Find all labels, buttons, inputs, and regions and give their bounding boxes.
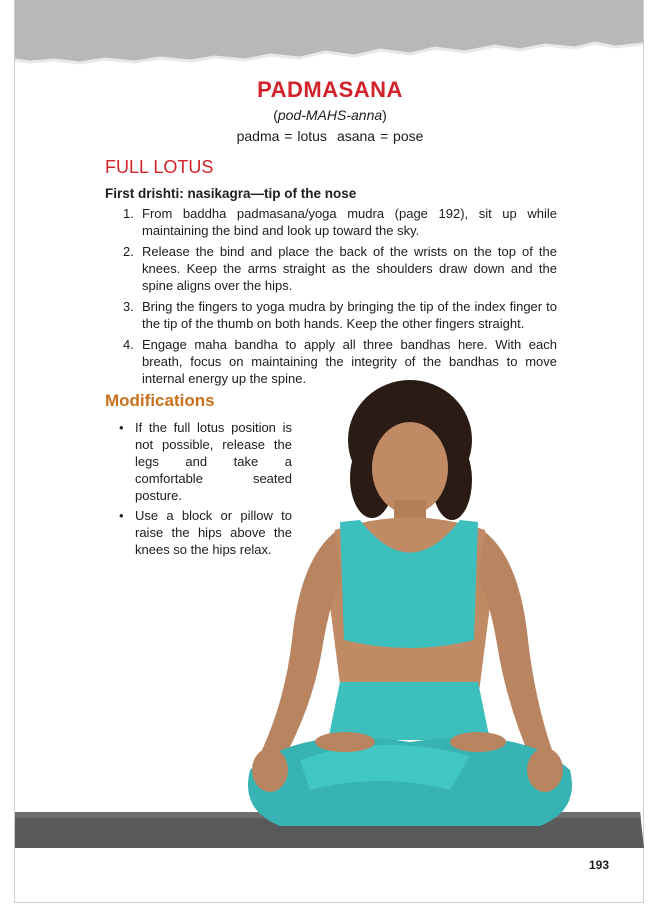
translation-padma: padma = lotus bbox=[236, 128, 327, 144]
step-number: 4. bbox=[123, 337, 134, 352]
modifications-heading: Modifications bbox=[105, 391, 215, 410]
step-text: From baddha padmasana/yoga mudra (page 192), sit up while maintaining the bind and look up toward the sky. bbox=[142, 206, 557, 238]
page-number: 193 bbox=[588, 858, 609, 872]
modification-item bbox=[105, 419, 292, 504]
bullet-icon: • bbox=[119, 508, 124, 523]
step-text: Bring the fingers to yoga mudra by bringing the tip of the index finger to the tip of the thumb on both hands. Keep the other fingers straight. bbox=[142, 299, 557, 331]
step-text: Release the bind and place the back of the wrists on the top of the knees. Keep the arms straight as the shoulders draw down and the spine aligns over the hips. bbox=[142, 244, 557, 293]
modifications-list bbox=[105, 419, 292, 561]
full-lotus-heading: FULL LOTUS bbox=[105, 157, 214, 177]
step-number: 2. bbox=[123, 244, 134, 259]
modification-text: Use a block or pillow to raise the hips above the knees so the hips relax. bbox=[135, 508, 292, 557]
pronunciation-text: pod-MAHS-anna bbox=[277, 107, 383, 123]
step-number: 3. bbox=[123, 299, 134, 314]
translation-asana: asana = pose bbox=[336, 128, 424, 144]
step-text: Engage maha bandha to apply all three bandhas here. With each breath, focus on maintaining the integrity of the bandhas to move internal energy up the spine. bbox=[142, 337, 557, 386]
modification-text: If the full lotus position is not possible, release the legs and take a comfortable seated posture. bbox=[135, 420, 292, 503]
drishti-line: First drishti: nasikagra—tip of the nose bbox=[105, 186, 357, 201]
pose-title: PADMASANA bbox=[257, 77, 403, 102]
step-number: 1. bbox=[123, 206, 134, 221]
modification-item bbox=[105, 507, 292, 558]
pronunciation: (pod-MAHS-anna) bbox=[273, 107, 387, 123]
bullet-icon: • bbox=[119, 420, 124, 435]
